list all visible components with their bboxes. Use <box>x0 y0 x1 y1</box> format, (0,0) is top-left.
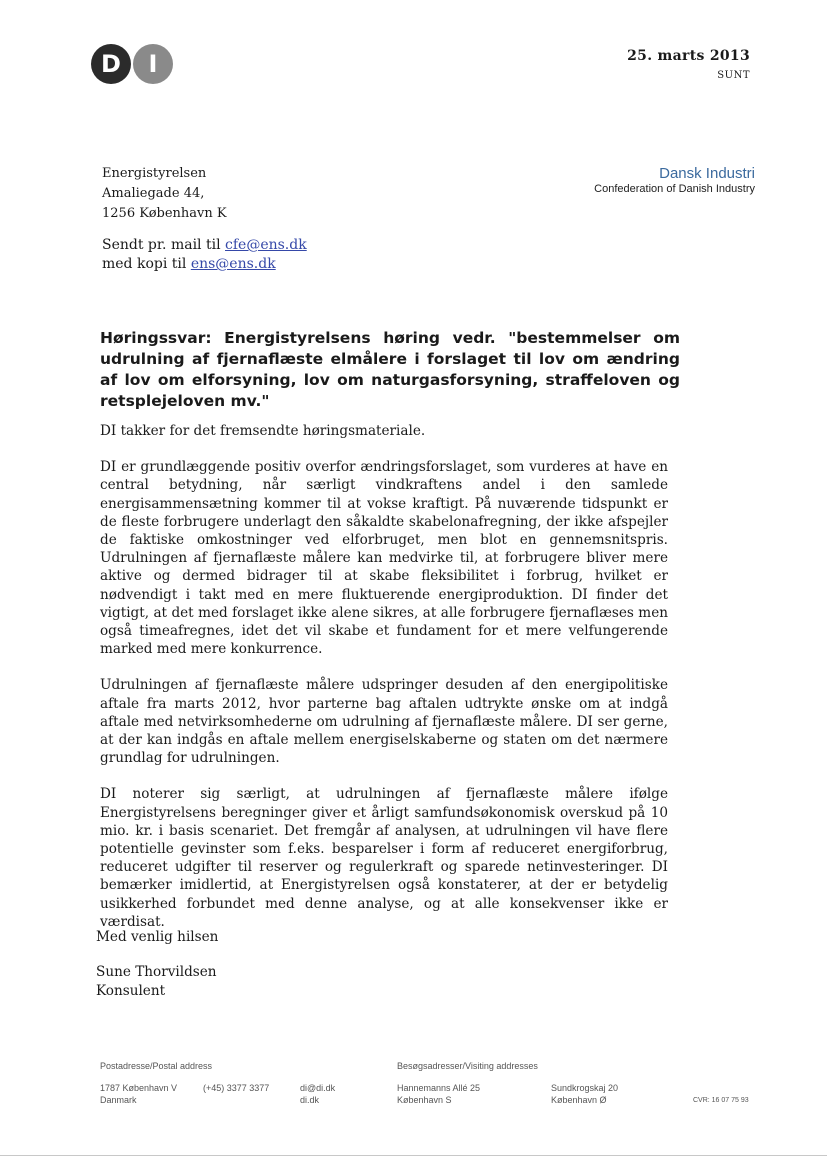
postal-line: Danmark <box>100 1095 137 1105</box>
visit-line: Hannemanns Allé 25 <box>397 1083 481 1093</box>
sent-line <box>102 236 307 255</box>
postal-address-label: Postadresse/Postal address <box>100 1061 213 1071</box>
email-link-ens[interactable]: ens@ens.dk <box>190 256 276 272</box>
copy-line <box>102 255 307 274</box>
brand-name: Dansk Industri <box>659 165 755 182</box>
recipient-line: Amaliegade 44, <box>102 186 205 201</box>
visiting-address-label: Besøgsadresser/Visiting addresses <box>397 1061 538 1071</box>
date-block <box>627 48 750 81</box>
postal-line: 1787 København V <box>100 1083 178 1093</box>
postal-address <box>100 1082 177 1106</box>
author-initials: SUNT <box>717 70 750 81</box>
logo-letter-i: I <box>133 44 173 84</box>
brand-subtitle: Confederation of Danish Industry <box>594 183 755 195</box>
phone-number: (+45) 3377 3377 <box>203 1083 270 1093</box>
page-bottom-edge <box>0 1155 827 1156</box>
visit-line: København S <box>397 1095 452 1105</box>
signer-title: Konsulent <box>96 983 166 999</box>
recipient-address <box>102 164 227 224</box>
letter-date: 25. marts 2013 <box>627 48 750 64</box>
recipient-line: Energistyrelsen <box>102 166 207 181</box>
logo-letter-d: D <box>91 44 131 84</box>
sent-prefix: Sendt pr. mail til <box>102 237 226 253</box>
letter-footer <box>0 1055 827 1135</box>
web-contact <box>300 1082 335 1106</box>
body-paragraph: DI noterer sig særligt, at udrulningen af fjernaflæste målere ifølge Energistyrelsens beregninger giver et årligt samfundsøkonomisk overskud på 10 mio. kr. i basis scenariet. Det fremgår af analysen, at udrulningen vil have flere potentielle gevinster som f.eks. besparelser i form af reduceret energiforbrug, reduceret udgifter til reserver og regulerkraft og sparede netinvesteringer. DI bemærker imidlertid, at Energistyrelsen også konstaterer, at der er betydelig usikkerhed forbundet med denne analyse, og at alle konsekvenser ikke er værdisat. <box>100 786 668 930</box>
email-address[interactable]: di@di.dk <box>300 1083 336 1093</box>
signature-block <box>96 963 217 1001</box>
letter-body <box>100 422 668 949</box>
body-paragraph: DI takker for det fremsendte høringsmateriale. <box>100 423 426 439</box>
visit-line: Sundkrogskaj 20 <box>551 1083 619 1093</box>
brand-block <box>594 165 755 195</box>
visit-line: København Ø <box>551 1095 607 1105</box>
cvr-number: CVR: 16 07 75 93 <box>693 1097 749 1104</box>
email-link-cfe[interactable]: cfe@ens.dk <box>225 237 307 253</box>
body-paragraph: DI er grundlæggende positiv overfor ændringsforslaget, som vurderes at have en central betydning, når særligt vindkraftens andel i den samlede energisammensætning kommer til at vokse kraftigt. På nuværende tidspunkt er de fleste forbrugere underlagt den såkaldte skabelonafregning, der ikke afspejler de faktiske omkostninger ved elforbruget, men blot en gennemsnitspris. Udrulningen af fjernaflæste målere kan medvirke til, at forbrugere bliver mere aktive og dermed bidrager til at skabe fleksibilitet i forbrug, hvilket er nødvendigt i takt med en mere fluktuerende energiproduktion. DI finder det vigtigt, at det med forslaget ikke alene sikres, at alle forbrugere fjernaflæses men også timeafregnes, idet det vil skabe et fundament for et mere velfungerende marked med mere konkurrence. <box>100 459 668 658</box>
signer-name: Sune Thorvildsen <box>96 964 217 980</box>
sent-info <box>102 236 307 274</box>
visiting-address-1 <box>397 1082 480 1106</box>
recipient-line: 1256 København K <box>102 206 227 221</box>
di-logo <box>91 44 173 84</box>
visiting-address-2 <box>551 1082 618 1106</box>
closing-greeting: Med venlig hilsen <box>96 929 219 945</box>
copy-prefix: med kopi til <box>102 256 191 272</box>
body-paragraph: Udrulningen af fjernaflæste målere udspringer desuden af den energipolitiske aftale fra marts 2012, hvor parterne bag aftalen udtrykte ønske om at indgå aftale med netvirksomhederne om udrulning af fjernaflæste målere. DI ser gerne, at der kan indgås en aftale mellem energiselskaberne og staten om det nærmere grundlag for udrulningen. <box>100 677 668 767</box>
letter-subject: Høringssvar: Energistyrelsens høring vedr. "bestemmelser om udrulning af fjernaflæste elmålere i forslaget til lov om ændring af lov om elforsyning, lov om naturgasforsyning, straffeloven og retsplejeloven mv." <box>100 329 680 410</box>
website[interactable]: di.dk <box>300 1095 320 1105</box>
